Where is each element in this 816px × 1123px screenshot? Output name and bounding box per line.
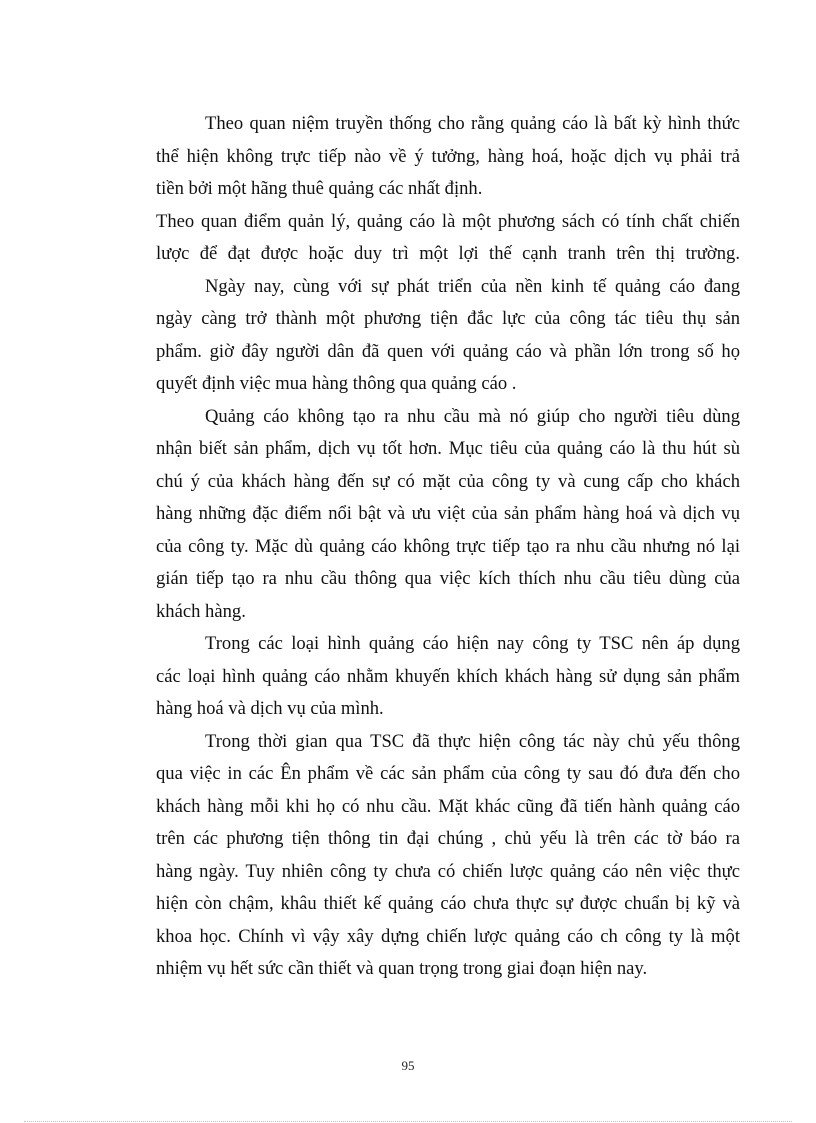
text-line: Trong các loại hình quảng cáo hiện nay công ty TSC nên áp dụng	[205, 633, 740, 654]
document-body	[156, 108, 740, 986]
page-bottom-divider	[24, 1121, 792, 1122]
text-line: qua việc in các Ên phẩm về các sản phẩm của công ty sau đó đưa đến cho	[156, 763, 740, 784]
text-line: lược để đạt được hoặc duy trì một lợi thế cạnh tranh trên thị trường.	[156, 243, 740, 264]
text-line: khách hàng mỗi khi họ có nhu cầu. Mặt khác cũng đã tiến hành quảng cáo	[156, 795, 740, 817]
text-line: hiện còn chậm, khâu thiết kế quảng cáo chưa thực sự được chuẩn bị kỹ và	[156, 893, 740, 914]
text-line: hàng hoá và dịch vụ của mình.	[156, 698, 384, 719]
text-line: quyết định việc mua hàng thông qua quảng cáo .	[156, 373, 517, 394]
text-line: chú ý của khách hàng đến sự có mặt của công ty và cung cấp cho khách	[156, 470, 740, 492]
text-line: Trong thời gian qua TSC đã thực hiện công tác này chủ yếu thông	[205, 730, 740, 752]
text-line: các loại hình quảng cáo nhằm khuyến khích khách hàng sử dụng sản phẩm	[156, 665, 740, 687]
text-line: ngày càng trở thành một phương tiện đắc lực của công tác tiêu thụ sản	[156, 308, 740, 329]
text-line: nhiệm vụ hết sức cần thiết và quan trọng trong giai đoạn hiện nay.	[156, 958, 648, 979]
text-line: thể hiện không trực tiếp nào về ý tưởng, hàng hoá, hoặc dịch vụ phải trả	[156, 145, 740, 167]
text-line: nhận biết sản phẩm, dịch vụ tốt hơn. Mục tiêu của quảng cáo là thu hút sù	[156, 438, 740, 459]
text-line: hàng những đặc điểm nổi bật và ưu việt của sản phẩm hàng hoá và dịch vụ	[156, 503, 740, 524]
page-number: 95	[401, 1058, 415, 1073]
text-line: khách hàng.	[156, 600, 246, 622]
text-line: Theo quan niệm truyền thống cho rằng quảng cáo là bất kỳ hình thức	[205, 113, 740, 134]
text-line: Quảng cáo không tạo ra nhu cầu mà nó giúp cho người tiêu dùng	[205, 405, 740, 427]
text-line: phẩm. giờ đây người dân đã quen với quảng cáo và phần lớn trong số họ	[156, 340, 740, 362]
text-line: gián tiếp tạo ra nhu cầu thông qua việc kích thích nhu cầu tiêu dùng của	[156, 568, 740, 589]
text-line: tiền bởi một hãng thuê quảng các nhất định.	[156, 178, 483, 199]
text-line: của công ty. Mặc dù quảng cáo không trực tiếp tạo ra nhu cầu nhưng nó lại	[156, 535, 740, 557]
text-line: trên các phương tiện thông tin đại chúng , chủ yếu là trên các tờ báo ra	[156, 828, 740, 849]
text-line: hàng ngày. Tuy nhiên công ty chưa có chiến lược quảng cáo nên việc thực	[156, 860, 740, 882]
text-line: khoa học. Chính vì vậy xây dựng chiến lược quảng cáo ch công ty là một	[156, 925, 740, 947]
text-line: Ngày nay, cùng với sự phát triển của nền kinh tế quảng cáo đang	[205, 275, 740, 297]
text-line: Theo quan điểm quản lý, quảng cáo là một phương sách có tính chất chiến	[156, 210, 740, 232]
